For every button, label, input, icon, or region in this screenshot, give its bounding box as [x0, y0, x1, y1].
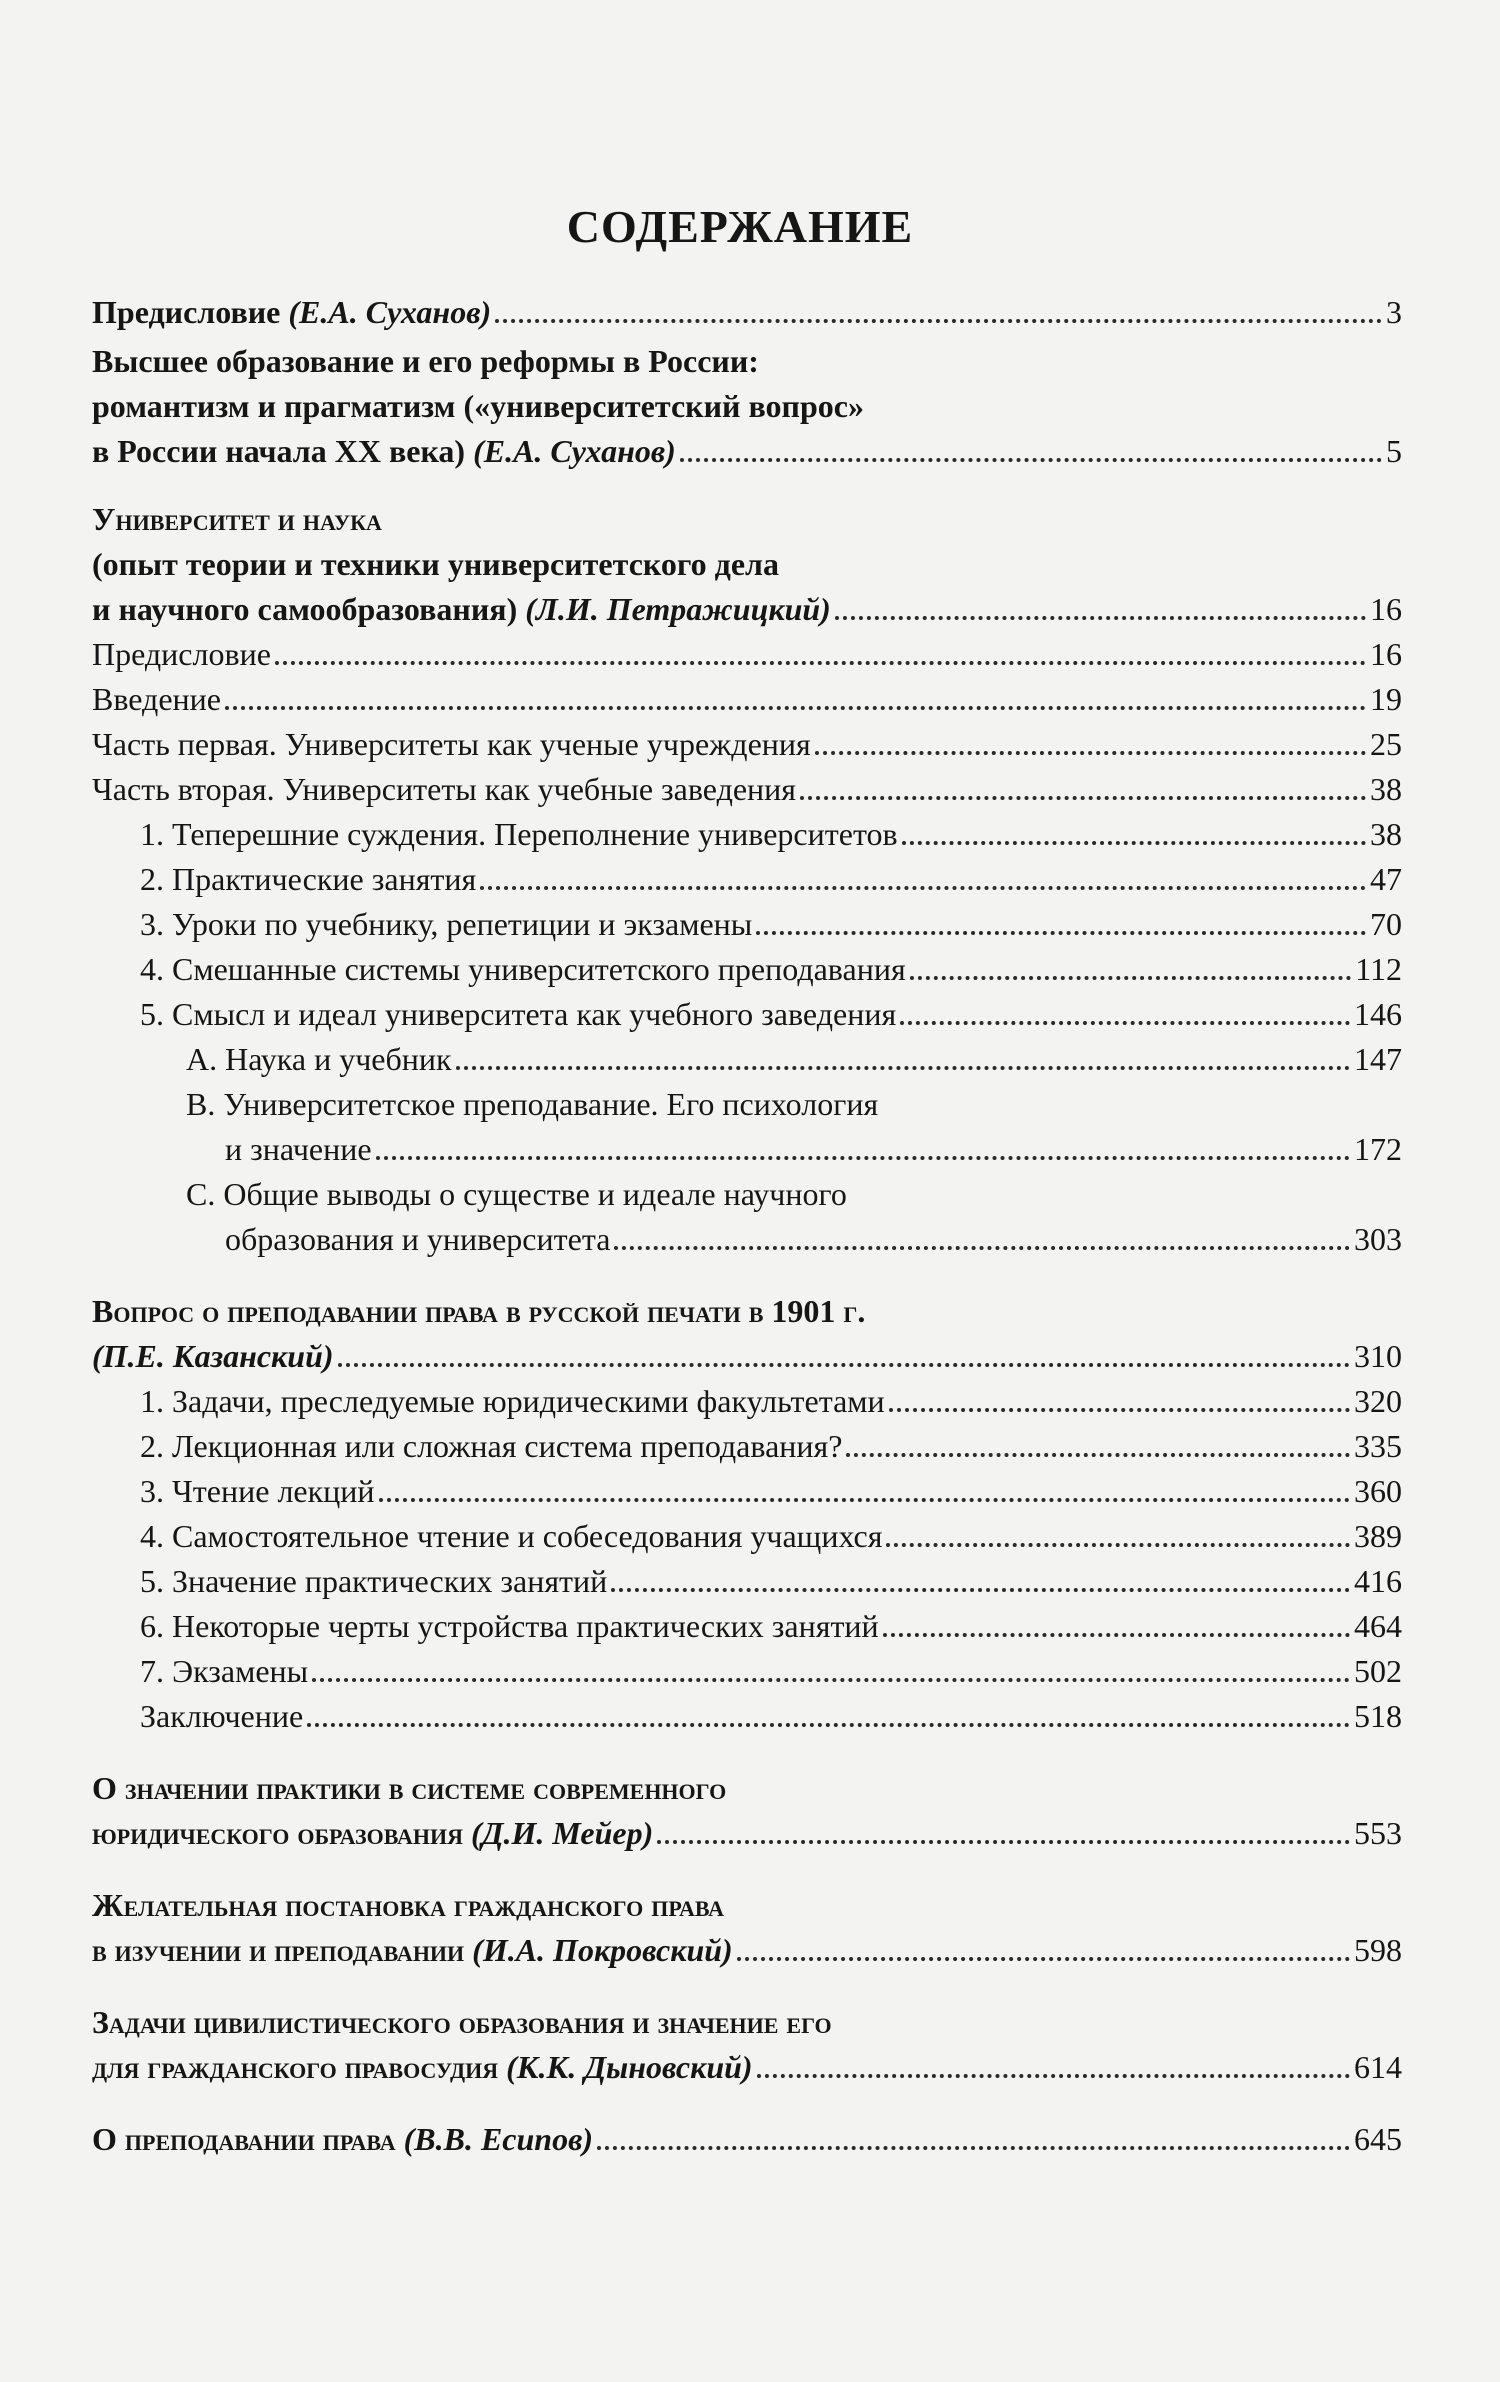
toc-page-number: 16: [1370, 591, 1402, 627]
dot-leader: [376, 1156, 1350, 1160]
toc-entry-title: и значение: [225, 1131, 372, 1167]
dot-leader: [680, 458, 1382, 462]
toc-entry: [225, 1123, 1402, 1169]
toc-entry-author: (Е.А. Суханов): [288, 294, 492, 330]
toc-entry: [140, 1645, 1402, 1691]
dot-leader: [312, 1678, 1350, 1682]
toc-entry-author: (В.В. Есипов): [403, 2121, 594, 2157]
toc-page-number: 16: [1370, 636, 1402, 672]
toc-entry: [92, 493, 1402, 539]
toc-page-number: 47: [1370, 861, 1402, 897]
dot-leader: [835, 616, 1366, 620]
toc-entry-title: Заключение: [140, 1698, 304, 1734]
toc-entry-title: 2. Лекционная или сложная система преподавания?: [140, 1428, 843, 1464]
toc-entry-title: 4. Самостоятельное чтение и собеседования учащихся: [140, 1518, 883, 1554]
toc-page-number: 38: [1370, 816, 1402, 852]
toc-page-number: 320: [1354, 1383, 1402, 1419]
toc-entry-title: C. Общие выводы о существе и идеале научного: [186, 1176, 847, 1212]
toc-page-number: 389: [1354, 1518, 1402, 1554]
dot-leader: [900, 1021, 1350, 1025]
toc-entry-title: Предисловие: [92, 636, 271, 672]
toc-entry-title: Университет и наука: [92, 501, 382, 537]
toc-entry: [140, 1510, 1402, 1556]
toc-page-number: 645: [1354, 2121, 1402, 2157]
toc-entry-title: Высшее образование и его реформы в России:: [92, 343, 759, 379]
toc-entry: [92, 628, 1402, 674]
toc-entry-title: 1. Теперешние суждения. Переполнение университетов: [140, 816, 898, 852]
toc-entry: [92, 1996, 1402, 2042]
toc-entry: [92, 335, 1402, 381]
toc-page-number: 303: [1354, 1221, 1402, 1257]
toc-entry: [140, 943, 1402, 989]
toc-entry-title: Желательная постановка гражданского права: [92, 1887, 725, 1923]
toc-entry-title: О значении практики в системе современного: [92, 1770, 727, 1806]
page-title: СОДЕРЖАНИЕ: [566, 201, 914, 252]
toc-entry-title: 5. Смысл и идеал университета как учебного заведения: [140, 996, 897, 1032]
dot-leader: [275, 661, 1366, 665]
toc-page-number: 518: [1354, 1698, 1402, 1734]
toc-entry: [92, 1762, 1402, 1808]
toc-page-number: 310: [1354, 1338, 1402, 1374]
toc-entry: [140, 1420, 1402, 1466]
toc-entry-title: B. Университетское преподавание. Его психология: [186, 1086, 879, 1122]
toc-entry-author: (Д.И. Мейер): [471, 1815, 654, 1851]
toc-entry: [225, 1213, 1402, 1259]
toc-entry: [92, 380, 1402, 426]
dot-leader: [757, 2074, 1350, 2078]
toc-entry: [140, 853, 1402, 899]
toc-entry: [186, 1033, 1402, 1079]
dot-leader: [657, 1840, 1350, 1844]
toc-page-number: 70: [1370, 906, 1402, 942]
toc-entry: [140, 1375, 1402, 1421]
toc-entry: [140, 898, 1402, 944]
toc-entry: [92, 718, 1402, 764]
dot-leader: [307, 1723, 1350, 1727]
toc-entry-title: 6. Некоторые черты устройства практических занятий: [140, 1608, 879, 1644]
dot-leader: [737, 1957, 1350, 1961]
toc-entry-title: в изучении и преподавании: [92, 1932, 473, 1968]
toc-entry-title: Часть вторая. Университеты как учебные заведения: [92, 771, 797, 807]
dot-leader: [886, 1543, 1350, 1547]
dot-leader: [456, 1066, 1350, 1070]
toc-entry-author: (П.Е. Казанский): [92, 1338, 334, 1374]
toc-entry: [140, 808, 1402, 854]
toc-entry-title: образования и университета: [225, 1221, 611, 1257]
dot-leader: [338, 1363, 1350, 1367]
toc-entry: [140, 1690, 1402, 1736]
dot-leader: [846, 1453, 1350, 1457]
toc-entry: [186, 1168, 1402, 1214]
toc-entry: [92, 2041, 1402, 2087]
dot-leader: [910, 976, 1352, 980]
toc-entry-title: Вопрос о преподавании права в русской печати в 1901 г.: [92, 1293, 866, 1329]
dot-leader: [495, 319, 1382, 323]
toc-entry: [92, 538, 1402, 584]
toc-page-number: 172: [1354, 1131, 1402, 1167]
toc-entry: [140, 1555, 1402, 1601]
toc-page-number: 360: [1354, 1473, 1402, 1509]
toc-page-number: 5: [1386, 433, 1402, 469]
toc-entry: [92, 1330, 1402, 1376]
toc-entry-title: 2. Практические занятия: [140, 861, 477, 897]
toc-page-number: 25: [1370, 726, 1402, 762]
toc-entry-title: 3. Уроки по учебнику, репетиции и экзамены: [140, 906, 753, 942]
toc-entry-title: 4. Смешанные системы университетского преподавания: [140, 951, 906, 987]
toc-entry: [92, 425, 1402, 471]
toc-entry: [140, 988, 1402, 1034]
dot-leader: [597, 2146, 1350, 2150]
toc-page-number: 598: [1354, 1932, 1402, 1968]
toc-entry-title: Введение: [92, 681, 221, 717]
dot-leader: [611, 1588, 1350, 1592]
toc-entry-title: юридического образования: [92, 1815, 471, 1851]
toc-entry-title: и научного самообразования): [92, 591, 526, 627]
toc-page-number: 416: [1354, 1563, 1402, 1599]
toc-entry-title: Предисловие: [92, 294, 289, 330]
dot-leader: [614, 1246, 1350, 1250]
toc-entry: [92, 763, 1402, 809]
toc-entry-title: Часть первая. Университеты как ученые учреждения: [92, 726, 811, 762]
dot-leader: [800, 796, 1366, 800]
toc-entry: [186, 1078, 1402, 1124]
toc-entry: [92, 2113, 1402, 2159]
toc-entry-author: (Л.И. Петражицкий): [525, 591, 831, 627]
dot-leader: [815, 751, 1366, 755]
toc-entry: [92, 1924, 1402, 1970]
toc-entry-title: Задачи цивилистического образования и значение его: [92, 2004, 832, 2040]
toc-entry: [140, 1465, 1402, 1511]
toc-entry-title: 7. Экзамены: [140, 1653, 309, 1689]
toc-page-number: 553: [1354, 1815, 1402, 1851]
toc-page-number: 335: [1354, 1428, 1402, 1464]
toc-page-number: 146: [1354, 996, 1402, 1032]
toc-entry: [92, 583, 1402, 629]
toc-entry-author: (И.А. Покровский): [472, 1932, 733, 1968]
toc-entry: [92, 286, 1402, 332]
toc-entry-title: для гражданского правосудия: [92, 2049, 507, 2085]
toc-entry-title: A. Наука и учебник: [186, 1041, 452, 1077]
toc-entry-title: романтизм и прагматизм («университетский вопрос»: [92, 388, 864, 424]
toc-entry-title: в России начала XX века): [92, 433, 474, 469]
toc-entry-title: 1. Задачи, преследуемые юридическими факультетами: [140, 1383, 885, 1419]
toc-entry-title: О преподавании права: [92, 2121, 404, 2157]
dot-leader: [902, 841, 1366, 845]
dot-leader: [756, 931, 1366, 935]
toc-page-number: 614: [1354, 2049, 1402, 2085]
toc-entry: [92, 673, 1402, 719]
toc-entry-title: (опыт теории и техники университетского дела: [92, 546, 779, 582]
dot-leader: [480, 886, 1366, 890]
toc-entry: [92, 1879, 1402, 1925]
toc-page-number: 502: [1354, 1653, 1402, 1689]
dot-leader: [225, 706, 1366, 710]
toc-entry-author: (К.К. Дыновский): [506, 2049, 753, 2085]
toc-entry: [140, 1600, 1402, 1646]
toc-entry-title: 5. Значение практических занятий: [140, 1563, 608, 1599]
dot-leader: [883, 1633, 1350, 1637]
dot-leader: [379, 1498, 1350, 1502]
toc-page-number: 19: [1370, 681, 1402, 717]
dot-leader: [889, 1408, 1350, 1412]
toc-page-number: 147: [1354, 1041, 1402, 1077]
toc-entry-author: (Е.А. Суханов): [473, 433, 676, 469]
toc-page-number: 38: [1370, 771, 1402, 807]
toc-entry-title: 3. Чтение лекций: [140, 1473, 375, 1509]
toc-page-number: 464: [1354, 1608, 1402, 1644]
toc-entry: [92, 1807, 1402, 1853]
toc-page-number: 3: [1386, 294, 1402, 330]
toc-entry: [92, 1285, 1402, 1331]
toc-page-number: 112: [1355, 951, 1402, 987]
